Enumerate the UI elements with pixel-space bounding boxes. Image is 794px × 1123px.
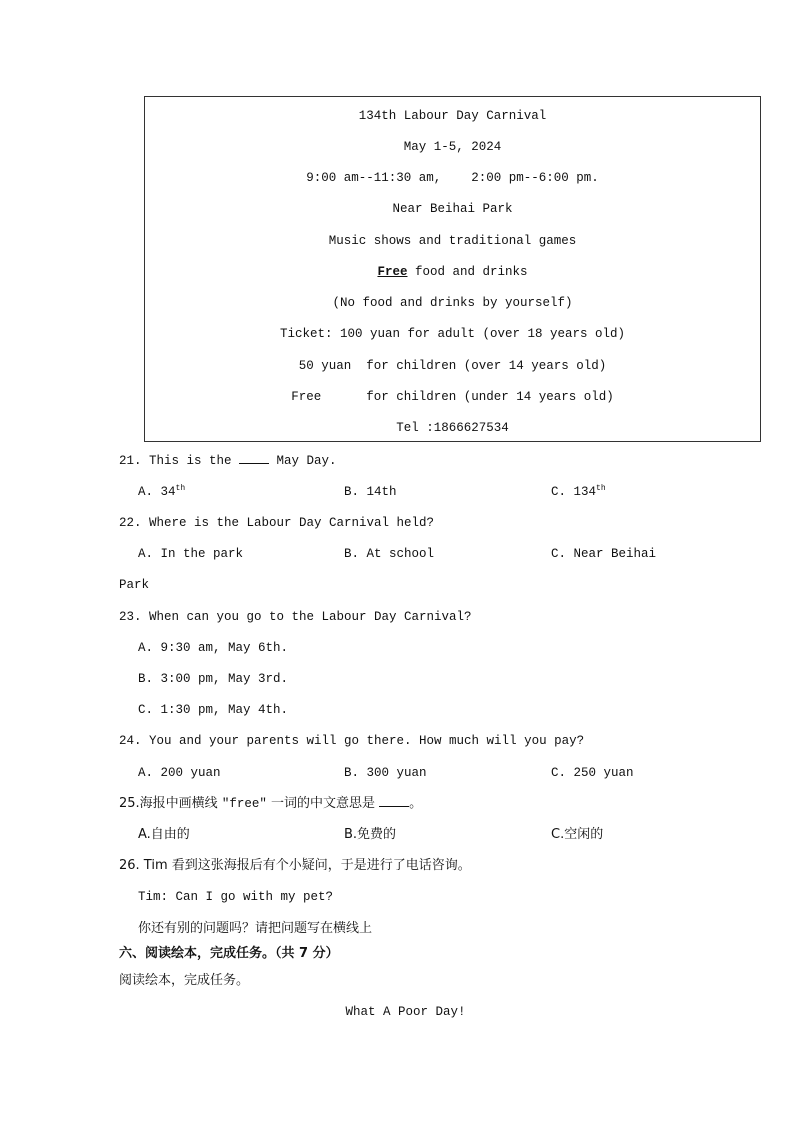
q22-option-a: A. In the park	[138, 547, 244, 561]
poster-note: (No food and drinks by yourself)	[332, 296, 573, 310]
q26-prompt: 你还有别的问题吗？请把问题写在横线上	[138, 921, 373, 936]
poster-ticket-free: Free for children (under 14 years old)	[291, 390, 614, 404]
q25-option-c: C.空闲的	[551, 827, 604, 842]
poster-free-line	[145, 263, 760, 281]
poster-time: 9:00 am--11:30 am, 2:00 pm--6:00 pm.	[306, 171, 599, 185]
q26-example: Tim: Can I go with my pet?	[138, 890, 334, 904]
q24-option-c: C. 250 yuan	[551, 766, 634, 780]
free-word: Free	[377, 265, 408, 279]
poster-tel: Tel :1866627534	[396, 421, 509, 435]
q25-option-b: B.免费的	[344, 827, 397, 842]
section6-instruction: 阅读绘本，完成任务。	[119, 973, 250, 988]
answer-blank	[239, 452, 269, 464]
q23-option-c: C. 1:30 pm, May 4th.	[138, 703, 289, 717]
q23-option-a: A. 9:30 am, May 6th.	[138, 641, 289, 655]
poster-date: May 1-5, 2024	[403, 140, 502, 154]
q25-stem: 25.海报中画横线 "free" 一词的中文意思是 。	[119, 796, 423, 811]
q26-stem: 26. Tim 看到这张海报后有个小疑问，于是进行了电话咨询。	[119, 858, 471, 873]
q22-option-b: B. At school	[344, 547, 435, 561]
carnival-poster	[144, 96, 761, 442]
q21-option-b: B. 14th	[344, 485, 397, 499]
q24-stem: 24. You and your parents will go there. How much will you pay?	[119, 734, 585, 748]
q24-option-a: A. 200 yuan	[138, 766, 221, 780]
q22-option-c: C. Near Beihai	[551, 547, 657, 561]
poster-place: Near Beihai Park	[392, 202, 513, 216]
story-title: What A Poor Day!	[345, 1005, 466, 1019]
poster-ticket-adult: Ticket: 100 yuan for adult (over 18 years old)	[279, 327, 626, 341]
q21-option-c: C. 134th	[551, 484, 606, 499]
q21-option-a: A. 34th	[138, 484, 186, 499]
section6-heading: 六、阅读绘本，完成任务。（共 7 分）	[119, 946, 339, 961]
free-rest: food and drinks	[407, 265, 528, 279]
q21-stem: 21. This is the May Day.	[119, 454, 337, 468]
q24-option-b: B. 300 yuan	[344, 766, 427, 780]
q25-option-a: A.自由的	[138, 827, 190, 842]
q23-option-b: B. 3:00 pm, May 3rd.	[138, 672, 289, 686]
poster-title: 134th Labour Day Carnival	[358, 109, 547, 123]
q22-option-c-wrap: Park	[119, 578, 150, 592]
poster-ticket-child: 50 yuan for children (over 14 years old)	[298, 359, 607, 373]
q22-stem: 22. Where is the Labour Day Carnival held?	[119, 516, 435, 530]
q23-stem: 23. When can you go to the Labour Day Carnival?	[119, 610, 472, 624]
answer-blank	[379, 795, 409, 807]
poster-activities: Music shows and traditional games	[328, 234, 577, 248]
